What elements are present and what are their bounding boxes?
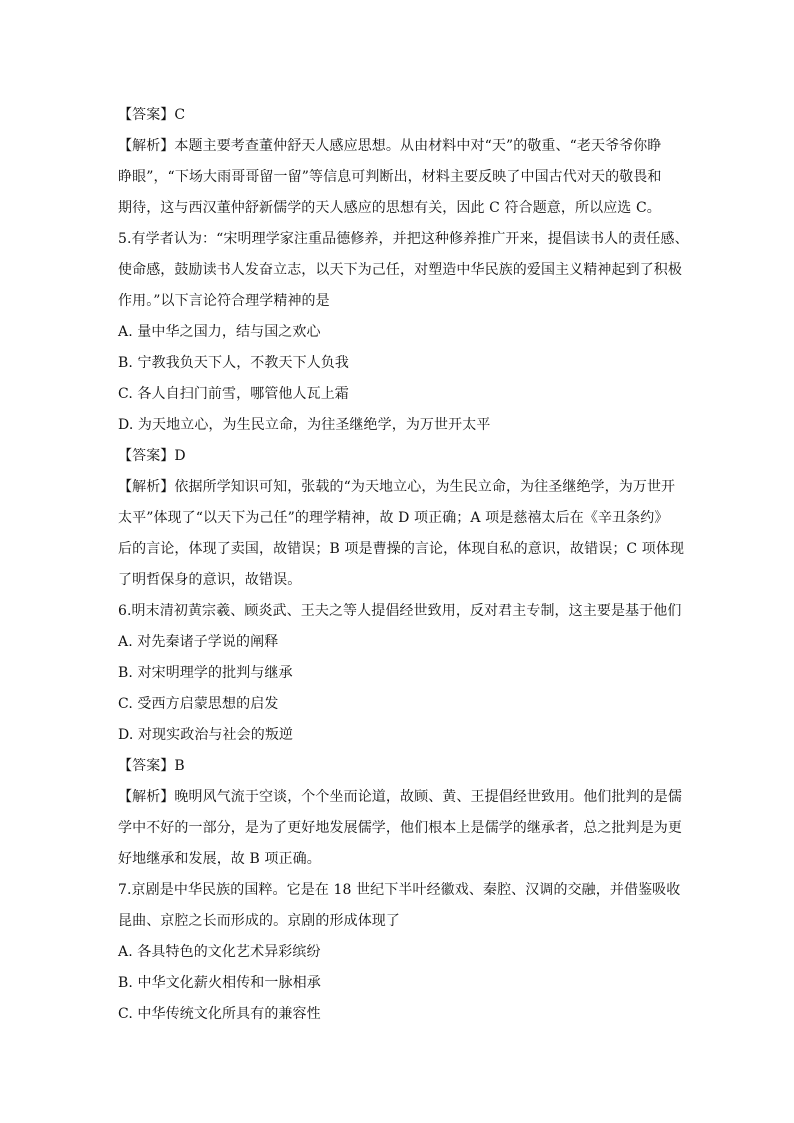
q6-analysis xyxy=(118,782,682,875)
q7-option-b: B. 中华文化薪火相传和一脉相承 xyxy=(118,975,321,991)
q5-analysis xyxy=(118,472,685,596)
q5-stem-line: 作用。”以下言论符合理学精神的是 xyxy=(118,293,330,309)
q6-option-d: D. 对现实政治与社会的叛逆 xyxy=(118,727,294,743)
q7-options xyxy=(118,937,678,1030)
q5-analysis-line: 太平”体现了“以天下为己任”的理学精神，故 D 项正确；A 项是慈禧太后在《辛丑条约》 xyxy=(118,510,669,526)
q4-analysis-line: 期待，这与西汉董仲舒新儒学的天人感应的思想有关，因此 C 符合题意，所以应选 C。 xyxy=(118,200,661,216)
q5-stem xyxy=(118,224,689,317)
q5-analysis-line: 了明哲保身的意识，故错误。 xyxy=(118,572,302,588)
q7-stem xyxy=(118,875,681,937)
q7-stem-line: 7.京剧是中华民族的国粹。它是在 18 世纪下半叶经徽戏、秦腔、汉调的交融，并借鉴吸收 xyxy=(118,882,681,898)
q6-option-a: A. 对先秦诸子学说的阐释 xyxy=(118,634,279,650)
q5-option-c: C. 各人自扫门前雪，哪管他人瓦上霜 xyxy=(118,386,349,402)
q4-analysis xyxy=(118,131,678,224)
q7-stem-line: 昆曲、京腔之长而形成的。京剧的形成体现了 xyxy=(118,913,400,929)
q6-option-c: C. 受西方启蒙思想的启发 xyxy=(118,696,279,712)
q6-stem-line: 6.明末清初黄宗羲、顾炎武、王夫之等人提倡经世致用，反对君主专制，这主要是基于他们 xyxy=(118,603,682,619)
q6-stem xyxy=(118,596,682,627)
q5-answer: 【答案】D xyxy=(118,448,186,464)
q5-option-a: A. 量中华之国力，结与国之欢心 xyxy=(118,324,321,340)
q4-answer: 【答案】C xyxy=(118,107,186,123)
q7-option-a: A. 各具特色的文化艺术异彩缤纷 xyxy=(118,944,321,960)
q6-analysis-line: 学中不好的一部分，是为了更好地发展儒学，他们根本上是儒学的继承者，总之批判是为更 xyxy=(118,820,682,836)
q7-option-c: C. 中华传统文化所具有的兼容性 xyxy=(118,1006,321,1022)
q6-options xyxy=(118,627,678,751)
q6-analysis-line: 好地继承和发展，故 B 项正确。 xyxy=(118,851,321,867)
q5-options xyxy=(118,317,678,441)
q6-answer: 【答案】B xyxy=(118,758,185,774)
q5-analysis-line: 【解析】依据所学知识可知，张载的“为天地立心，为生民立命，为往圣继绝学，为万世开 xyxy=(118,479,676,495)
q6-option-b: B. 对宋明理学的批判与继承 xyxy=(118,665,293,681)
q5-stem-line: 使命感，鼓励读书人发奋立志，以天下为己任，对塑造中华民族的爱国主义精神起到了积极 xyxy=(118,262,682,278)
q5-option-b: B. 宁教我负天下人，不教天下人负我 xyxy=(118,355,349,371)
q5-analysis-line: 后的言论，体现了卖国，故错误；B 项是曹操的言论，体现自私的意识，故错误；C 项体现 xyxy=(118,541,685,557)
document-body xyxy=(118,100,689,1030)
q4-analysis-line: 【解析】本题主要考查董仲舒天人感应思想。从由材料中对“天”的敬重、“老天爷爷你睁 xyxy=(118,138,662,154)
q6-analysis-line: 【解析】晚明风气流于空谈，个个坐而论道，故顾、黄、王提倡经世致用。他们批判的是儒 xyxy=(118,789,682,805)
q5-option-d: D. 为天地立心，为生民立命，为往圣继绝学，为万世开太平 xyxy=(118,417,491,433)
q5-stem-line: 5.有学者认为：“宋明理学家注重品德修养，并把这种修养推广开来，提倡读书人的责任感、 xyxy=(118,231,689,247)
q4-analysis-line: 睁眼”，“下场大雨哥哥留一留”等信息可判断出，材料主要反映了中国古代对天的敬畏和 xyxy=(118,169,662,185)
